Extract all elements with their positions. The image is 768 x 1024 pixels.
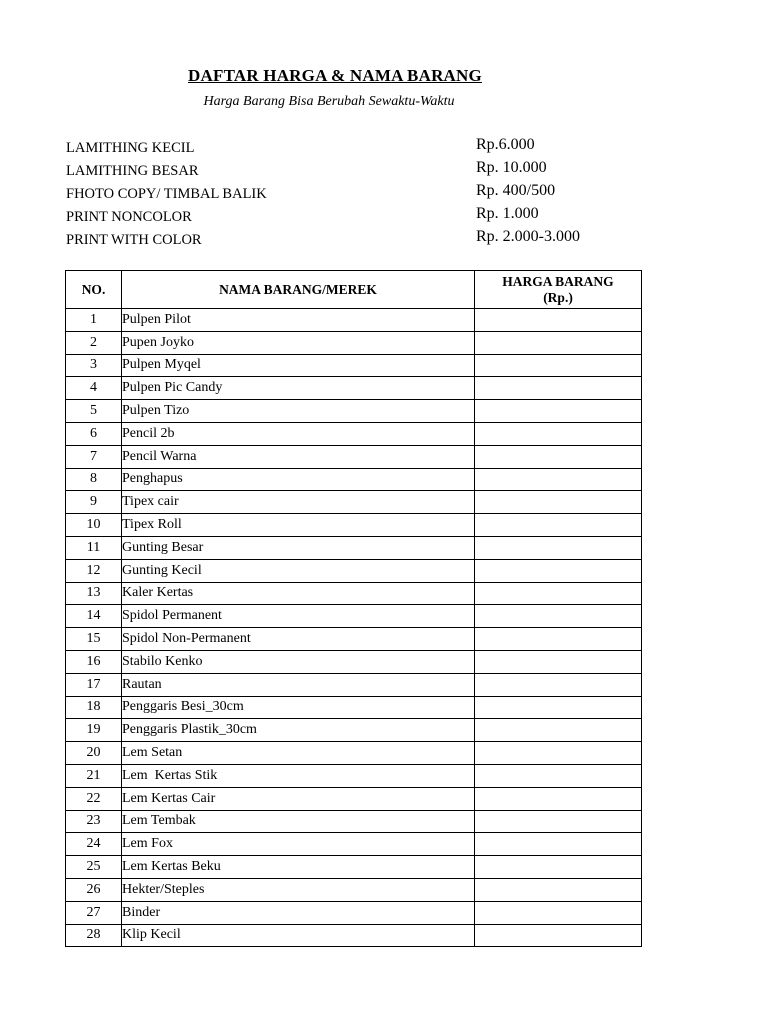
row-number: 28: [66, 924, 122, 947]
row-number: 3: [66, 354, 122, 377]
item-name: Pulpen Pilot: [122, 309, 475, 332]
service-name: LAMITHING BESAR: [66, 163, 199, 179]
row-number: 1: [66, 309, 122, 332]
table-row: [66, 400, 642, 423]
service-price: Rp. 10.000: [476, 159, 547, 176]
item-price: [475, 400, 642, 423]
table-row: [66, 605, 642, 628]
item-price: [475, 468, 642, 491]
table-row: [66, 742, 642, 765]
item-name: Pulpen Myqel: [122, 354, 475, 377]
item-name: Rautan: [122, 673, 475, 696]
service-row: [66, 228, 626, 251]
item-name: Kaler Kertas: [122, 582, 475, 605]
table-row: [66, 764, 642, 787]
header-name: NAMA BARANG/MEREK: [122, 271, 475, 309]
table-row: [66, 924, 642, 947]
item-name: Lem Tembak: [122, 810, 475, 833]
item-name: Lem Fox: [122, 833, 475, 856]
item-price: [475, 924, 642, 947]
table-row: [66, 331, 642, 354]
row-number: 20: [66, 742, 122, 765]
row-number: 15: [66, 628, 122, 651]
row-number: 19: [66, 719, 122, 742]
table-row: [66, 833, 642, 856]
table-body: [66, 309, 642, 947]
row-number: 23: [66, 810, 122, 833]
service-name: PRINT WITH COLOR: [66, 232, 202, 248]
item-name: Pulpen Tizo: [122, 400, 475, 423]
table-row: [66, 878, 642, 901]
service-price: Rp. 2.000-3.000: [476, 228, 580, 245]
item-price: [475, 536, 642, 559]
service-price: Rp. 1.000: [476, 205, 539, 222]
service-row: [66, 159, 626, 182]
item-price: [475, 559, 642, 582]
row-number: 10: [66, 514, 122, 537]
item-name: Lem Kertas Stik: [122, 764, 475, 787]
table-row: [66, 422, 642, 445]
row-number: 22: [66, 787, 122, 810]
item-name: Pulpen Pic Candy: [122, 377, 475, 400]
row-number: 4: [66, 377, 122, 400]
table-row: [66, 445, 642, 468]
table-row: [66, 536, 642, 559]
item-name: Pupen Joyko: [122, 331, 475, 354]
service-price: Rp. 400/500: [476, 182, 556, 199]
item-name: Penggaris Besi_30cm: [122, 696, 475, 719]
service-name: FHOTO COPY/ TIMBAL BALIK: [66, 186, 267, 202]
table-row: [66, 354, 642, 377]
item-name: Lem Kertas Cair: [122, 787, 475, 810]
item-price: [475, 901, 642, 924]
item-name: Lem Setan: [122, 742, 475, 765]
table-row: [66, 468, 642, 491]
table-row: [66, 514, 642, 537]
item-price: [475, 354, 642, 377]
table-row: [66, 673, 642, 696]
service-price-list: [66, 136, 626, 251]
item-price: [475, 445, 642, 468]
table-row: [66, 491, 642, 514]
item-name: Klip Kecil: [122, 924, 475, 947]
service-name: LAMITHING KECIL: [66, 140, 195, 156]
row-number: 27: [66, 901, 122, 924]
table-row: [66, 559, 642, 582]
item-name: Pencil 2b: [122, 422, 475, 445]
row-number: 6: [66, 422, 122, 445]
table-row: [66, 696, 642, 719]
row-number: 11: [66, 536, 122, 559]
row-number: 17: [66, 673, 122, 696]
item-price: [475, 650, 642, 673]
row-number: 14: [66, 605, 122, 628]
item-name: Stabilo Kenko: [122, 650, 475, 673]
table-row: [66, 309, 642, 332]
row-number: 12: [66, 559, 122, 582]
service-price: Rp.6.000: [476, 136, 535, 153]
item-price: [475, 491, 642, 514]
item-name: Tipex Roll: [122, 514, 475, 537]
table-row: [66, 650, 642, 673]
row-number: 25: [66, 856, 122, 879]
table-row: [66, 810, 642, 833]
item-price: [475, 514, 642, 537]
row-number: 21: [66, 764, 122, 787]
service-row: [66, 182, 626, 205]
item-name: Binder: [122, 901, 475, 924]
item-name: Spidol Permanent: [122, 605, 475, 628]
table-row: [66, 628, 642, 651]
item-name: Pencil Warna: [122, 445, 475, 468]
document-subtitle: Harga Barang Bisa Berubah Sewaktu-Waktu: [203, 94, 455, 109]
item-price: [475, 833, 642, 856]
item-price: [475, 377, 642, 400]
row-number: 5: [66, 400, 122, 423]
item-name: Gunting Besar: [122, 536, 475, 559]
item-price: [475, 628, 642, 651]
service-row: [66, 136, 626, 159]
item-name: Tipex cair: [122, 491, 475, 514]
row-number: 26: [66, 878, 122, 901]
row-number: 24: [66, 833, 122, 856]
item-price: [475, 764, 642, 787]
item-price: [475, 331, 642, 354]
item-name: Spidol Non-Permanent: [122, 628, 475, 651]
row-number: 2: [66, 331, 122, 354]
item-price: [475, 787, 642, 810]
item-name: Penggaris Plastik_30cm: [122, 719, 475, 742]
row-number: 9: [66, 491, 122, 514]
item-price: [475, 856, 642, 879]
header-no: NO.: [66, 271, 122, 309]
item-price: [475, 422, 642, 445]
item-price: [475, 742, 642, 765]
table-row: [66, 787, 642, 810]
item-name: Penghapus: [122, 468, 475, 491]
table-row: [66, 856, 642, 879]
item-name: Lem Kertas Beku: [122, 856, 475, 879]
row-number: 16: [66, 650, 122, 673]
item-price: [475, 696, 642, 719]
header-price-line2: (Rp.): [543, 289, 573, 305]
header-price-line1: HARGA BARANG: [502, 273, 614, 289]
item-name: Hekter/Steples: [122, 878, 475, 901]
item-price: [475, 719, 642, 742]
item-price: [475, 582, 642, 605]
item-price: [475, 673, 642, 696]
service-row: [66, 205, 626, 228]
item-price: [475, 605, 642, 628]
document-title: DAFTAR HARGA & NAMA BARANG: [188, 66, 482, 85]
item-name: Gunting Kecil: [122, 559, 475, 582]
service-name: PRINT NONCOLOR: [66, 209, 192, 225]
table-row: [66, 901, 642, 924]
row-number: 7: [66, 445, 122, 468]
header-price: [475, 271, 642, 309]
item-price: [475, 878, 642, 901]
table-row: [66, 719, 642, 742]
table-header-row: [66, 271, 642, 309]
row-number: 18: [66, 696, 122, 719]
item-price: [475, 810, 642, 833]
item-price: [475, 309, 642, 332]
table-row: [66, 377, 642, 400]
table-row: [66, 582, 642, 605]
row-number: 13: [66, 582, 122, 605]
row-number: 8: [66, 468, 122, 491]
item-price-table: [65, 270, 642, 947]
